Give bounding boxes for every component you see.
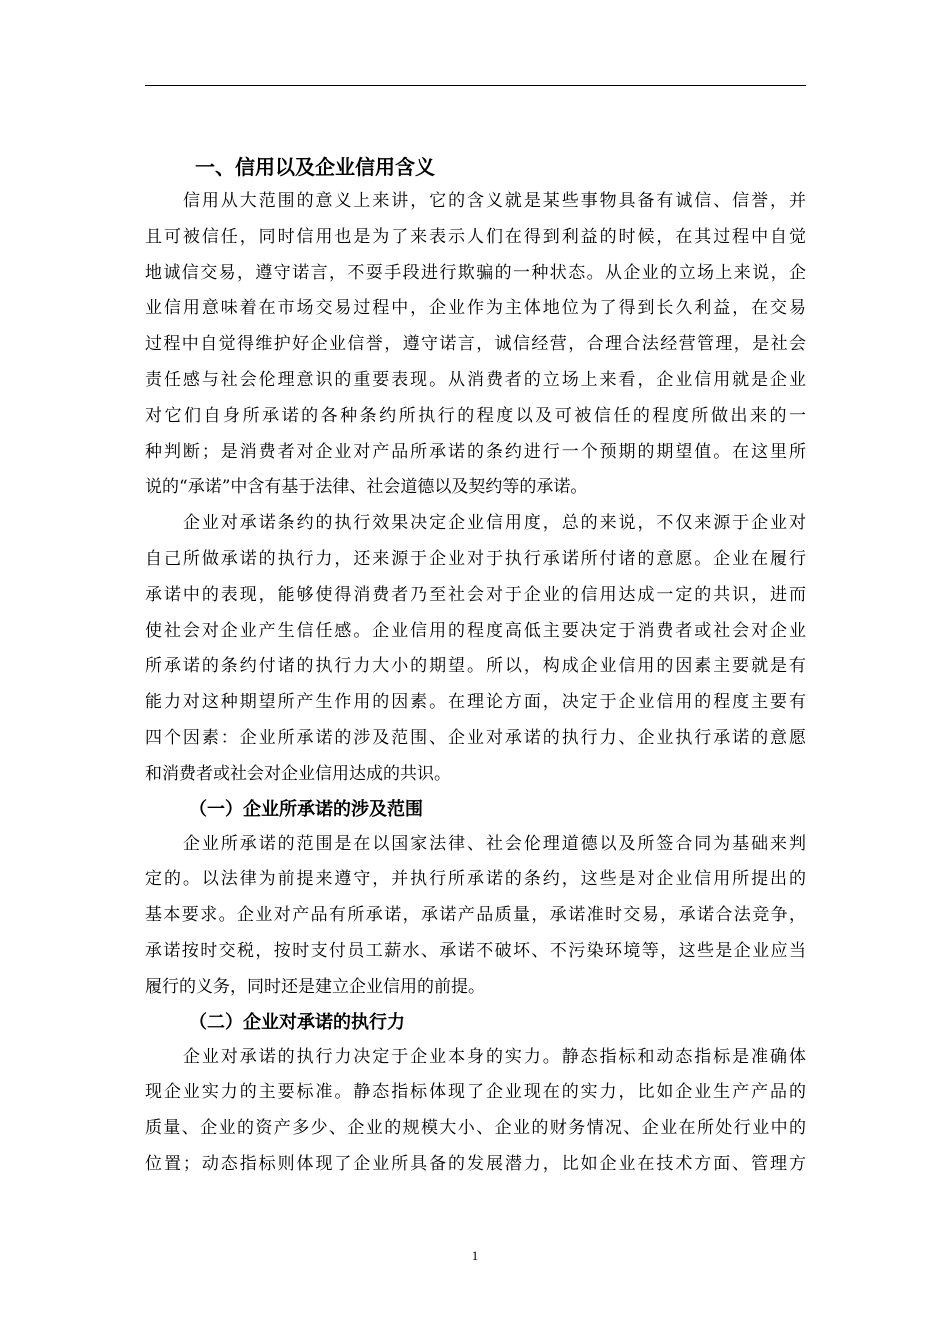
paragraph-credit-definition <box>145 184 806 506</box>
text-line: 责任感与社会伦理意识的重要表现。从消费者的立场上来看，企业信用就是企业 <box>145 369 806 390</box>
text-line: 承诺中的表现，能够使得消费者乃至社会对于企业的信用达成一定的共识，进而 <box>145 584 806 605</box>
text-line: 说的“承诺”中含有基于法律、社会道德以及契约等的承诺。 <box>145 477 588 498</box>
heading-subsection-1: （一）企业所承诺的涉及范围 <box>189 798 423 820</box>
text-line: 信用从大范围的意义上来讲，它的含义就是某些事物具备有诚信、信誉，并 <box>183 191 806 211</box>
text-line: 所承诺的条约付诸的执行力大小的期望。所以，构成企业信用的因素主要就是有 <box>145 656 806 677</box>
text-line: 四个因素：企业所承诺的涉及范围、企业对承诺的执行力、企业执行承诺的意愿 <box>145 727 806 748</box>
text-line: 企业对承诺的执行力决定于企业本身的实力。静态指标和动态指标是准确体 <box>183 1046 806 1067</box>
text-line: 业信用意味着在市场交易过程中，企业作为主体地位为了得到长久利益，在交易 <box>145 298 806 319</box>
text-line: 对它们自身所承诺的各种条约所执行的程度以及可被信任的程度所做出来的一 <box>145 405 806 426</box>
text-line: 定的。以法律为前提来遵守，并执行所承诺的条约，这些是对企业信用所提出的 <box>145 869 806 890</box>
page-content <box>145 150 806 1183</box>
text-line: 自己所做承诺的执行力，还来源于企业对于执行承诺所付诸的意愿。企业在履行 <box>145 548 806 569</box>
text-line: 企业对承诺条约的执行效果决定企业信用度，总的来说，不仅来源于企业对 <box>183 513 806 534</box>
text-line: 过程中自觉得维护好企业信誉，遵守诺言，诚信经营，合理合法经营管理，是社会 <box>145 334 806 355</box>
text-line: 承诺按时交税，按时支付员工薪水、承诺不破坏、不污染环境等，这些是企业应当 <box>145 940 806 961</box>
text-line: 和消费者或社会对企业信用达成的共识。 <box>145 763 451 784</box>
heading-subsection-2: （二）企业对承诺的执行力 <box>189 1011 405 1033</box>
paragraph-execution-capacity <box>145 1040 806 1183</box>
text-line: 能力对这种期望所产生作用的因素。在理论方面，决定于企业信用的程度主要有 <box>145 692 806 713</box>
paragraph-commitment-scope <box>145 827 806 1006</box>
text-line: 现企业实力的主要标准。静态指标体现了企业现在的实力，比如企业生产产品的 <box>145 1082 806 1103</box>
text-line: 使社会对企业产生信任感。企业信用的程度高低主要决定于消费者或社会对企业 <box>145 620 806 641</box>
text-line: 地诚信交易，遵守诺言，不耍手段进行欺骗的一种状态。从企业的立场上来说，企 <box>145 262 806 283</box>
heading-section-1: 一、信用以及企业信用含义 <box>195 155 435 179</box>
page-number: 1 <box>471 1248 479 1263</box>
paragraph-credit-factors <box>145 506 806 792</box>
text-line: 基本要求。企业对产品有所承诺，承诺产品质量，承诺准时交易，承诺合法竞争， <box>145 905 806 926</box>
text-line: 且可被信任，同时信用也是为了来表示人们在得到利益的时候，在其过程中自觉 <box>145 226 806 247</box>
text-line: 质量、企业的资产多少、企业的规模大小、企业的财务情况、企业在所处行业中的 <box>145 1118 806 1139</box>
text-line: 企业所承诺的范围是在以国家法律、社会伦理道德以及所签合同为基础来判 <box>183 833 806 854</box>
header-rule <box>145 85 806 86</box>
text-line: 履行的义务，同时还是建立企业信用的前提。 <box>145 976 485 997</box>
text-line: 种判断；是消费者对企业对产品所承诺的条约进行一个预期的期望值。在这里所 <box>145 441 806 462</box>
text-line: 位置；动态指标则体现了企业所具备的发展潜力，比如企业在技术方面、管理方 <box>145 1153 806 1174</box>
